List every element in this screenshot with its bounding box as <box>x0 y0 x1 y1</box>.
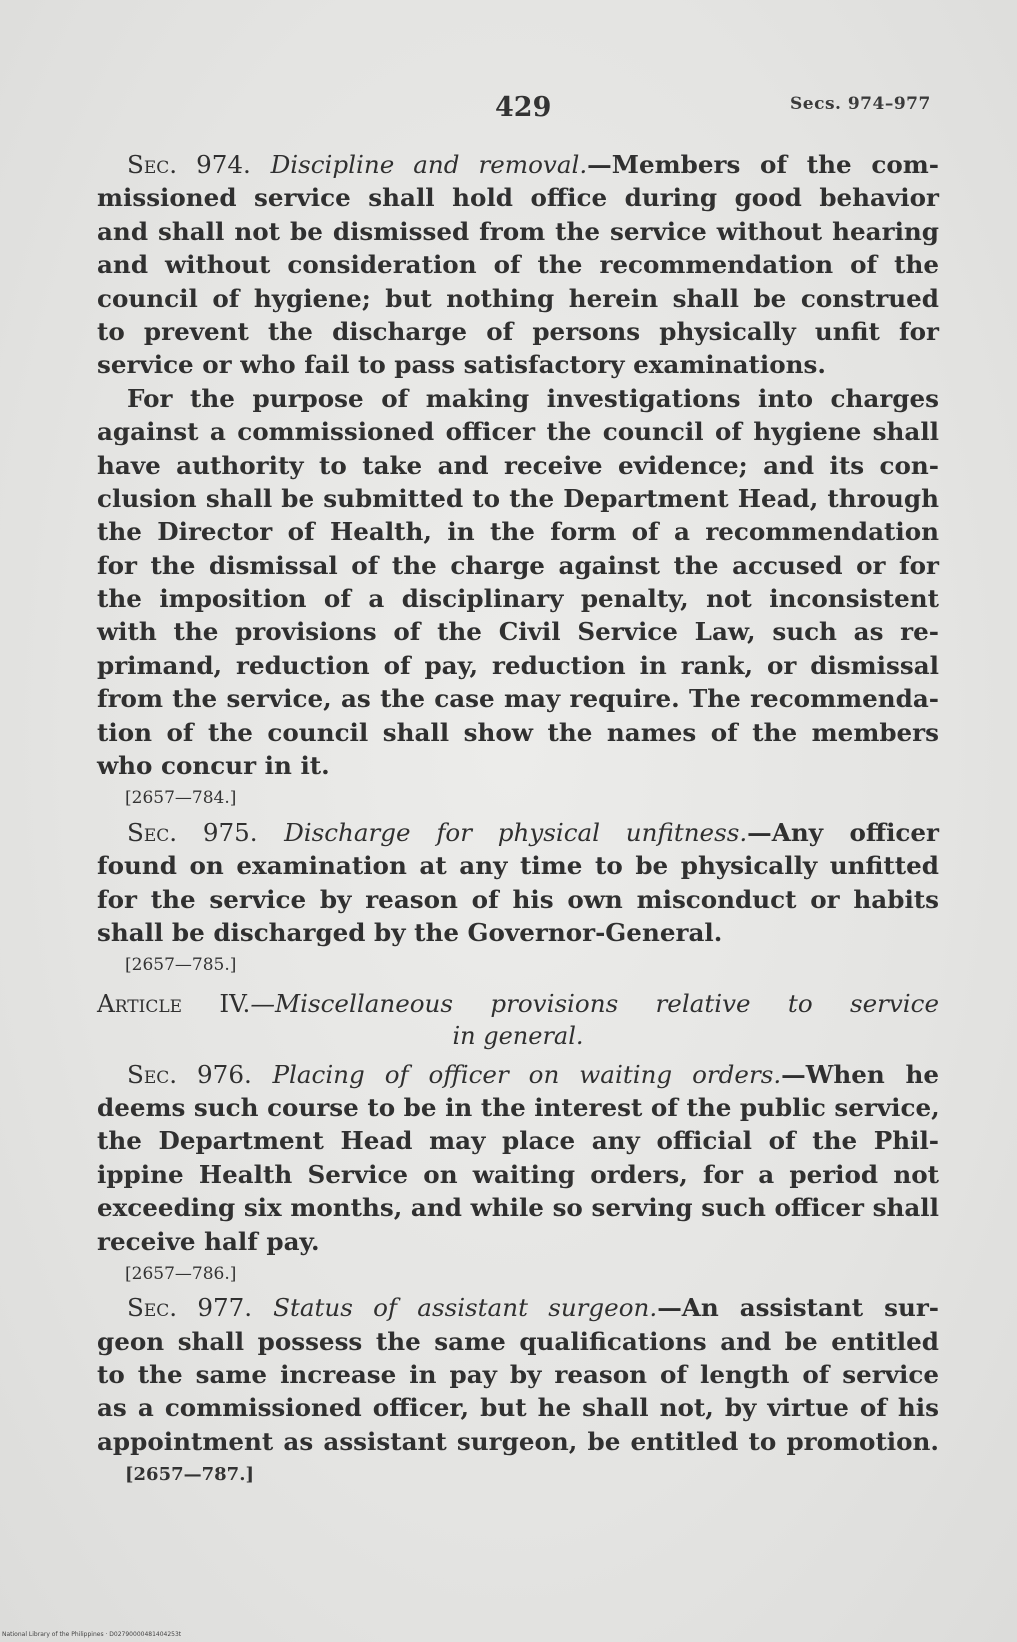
sec-974-reference: [2657—784.] <box>125 788 237 809</box>
sec-974-p2-line-2: against a commissioned officer the council of hygiene shall <box>97 417 939 447</box>
sec-974-p2-line-5: the Director of Health, in the form of a recommendation <box>97 517 939 547</box>
sec-975-title: Discharge for physical unfitness. <box>284 817 748 847</box>
article-4-title-1: —Miscellaneous provisions relative to service <box>250 988 939 1018</box>
sec-976-line-4: ippine Health Service on waiting orders, for a period not <box>97 1159 939 1189</box>
sec-976-heading-line <box>97 1058 939 1091</box>
sec-974-line-7: service or who fail to pass satisfactory examinations. <box>97 350 826 380</box>
sec-974-p2-line-6: for the dismissal of the charge against the accused or for <box>97 550 939 580</box>
sec-976-line-6: receive half pay. <box>97 1226 320 1256</box>
sec-974-line-1: —Members of the com- <box>587 150 939 179</box>
sec-974-line-2: missioned service shall hold office during good behavior <box>97 183 939 213</box>
sec-975-line-4: shall be discharged by the Governor-General. <box>97 917 723 947</box>
sec-977-line-5: appointment as assistant surgeon, be entitled to promotion. <box>97 1426 939 1456</box>
page-header <box>0 90 1017 130</box>
article-4-label: Article IV. <box>97 988 251 1018</box>
sec-974-line-3: and shall not be dismissed from the service without hearing <box>97 216 939 246</box>
sec-974-p2-line-10: from the service, as the case may require. The recommenda- <box>97 684 939 714</box>
sec-974-line-4: and without consideration of the recommendation of the <box>97 250 939 280</box>
sec-974-p2-line-1: For the purpose of making investigations into charges <box>127 383 939 413</box>
sec-974-p2-line-8: with the provisions of the Civil Service Law, such as re- <box>97 617 939 647</box>
article-4-heading-line-2: in general. <box>452 1022 584 1051</box>
sec-977-reference: [2657—787.] <box>125 1464 254 1486</box>
sec-976-label: Sec. 976. <box>127 1059 252 1089</box>
sec-977-title: Status of assistant surgeon. <box>273 1293 658 1323</box>
sec-977-line-4: as a commissioned officer, but he shall not, by virtue of his <box>97 1393 939 1423</box>
sec-975-line-2: found on examination at any time to be physically unfitted <box>97 851 939 881</box>
sec-975-heading-line <box>97 816 939 849</box>
sec-974-p2-line-4: clusion shall be submitted to the Department Head, through <box>97 483 939 513</box>
sec-974-heading-line <box>97 148 939 181</box>
sec-974-p2-line-12: who concur in it. <box>97 751 330 781</box>
sec-975-line-1: —Any officer <box>747 817 939 847</box>
sec-977-line-3: to the same increase in pay by reason of length of service <box>97 1360 939 1390</box>
sec-974-title: Discipline and removal. <box>270 150 588 179</box>
sec-977-line-2: geon shall possess the same qualifications and be entitled <box>97 1326 939 1356</box>
sec-976-reference: [2657—786.] <box>125 1263 237 1284</box>
sec-974-p2-line-7: the imposition of a disciplinary penalty, not inconsistent <box>97 584 939 614</box>
sec-976-line-2: deems such course to be in the interest of the public service, <box>97 1092 940 1122</box>
running-head: Secs. 974–977 <box>790 94 931 114</box>
sec-974-label: Sec. 974. <box>127 150 251 179</box>
sec-977-line-1: —An assistant sur- <box>657 1293 939 1323</box>
sec-977-heading-line <box>97 1291 939 1324</box>
sec-974-p2-line-11: tion of the council shall show the names of the members <box>97 717 939 747</box>
sec-976-title: Placing of officer on waiting orders. <box>272 1059 782 1089</box>
sec-974-p2-line-9: primand, reduction of pay, reduction in rank, or dismissal <box>97 650 939 680</box>
sec-975-label: Sec. 975. <box>127 817 258 847</box>
sec-976-line-1: —When he <box>781 1059 939 1089</box>
body-text <box>97 148 939 1492</box>
sec-976-line-3: the Department Head may place any official of the Phil- <box>97 1126 939 1156</box>
sec-974-p2-line-3: have authority to take and receive evidence; and its con- <box>97 450 939 480</box>
sec-975-reference: [2657—785.] <box>125 955 237 976</box>
sec-975-line-3: for the service by reason of his own misconduct or habits <box>97 884 939 914</box>
sec-974-line-5: council of hygiene; but nothing herein shall be construed <box>97 283 939 313</box>
sec-974-line-6: to prevent the discharge of persons physically unfit for <box>97 316 939 346</box>
archive-stamp: National Library of the Philippines · D02790000481404253t <box>2 1631 182 1638</box>
sec-977-label: Sec. 977. <box>127 1293 253 1323</box>
page-number: 429 <box>495 92 552 123</box>
sec-976-line-5: exceeding six months, and while so serving such officer shall <box>97 1193 939 1223</box>
article-4-heading-line-1 <box>97 987 939 1020</box>
